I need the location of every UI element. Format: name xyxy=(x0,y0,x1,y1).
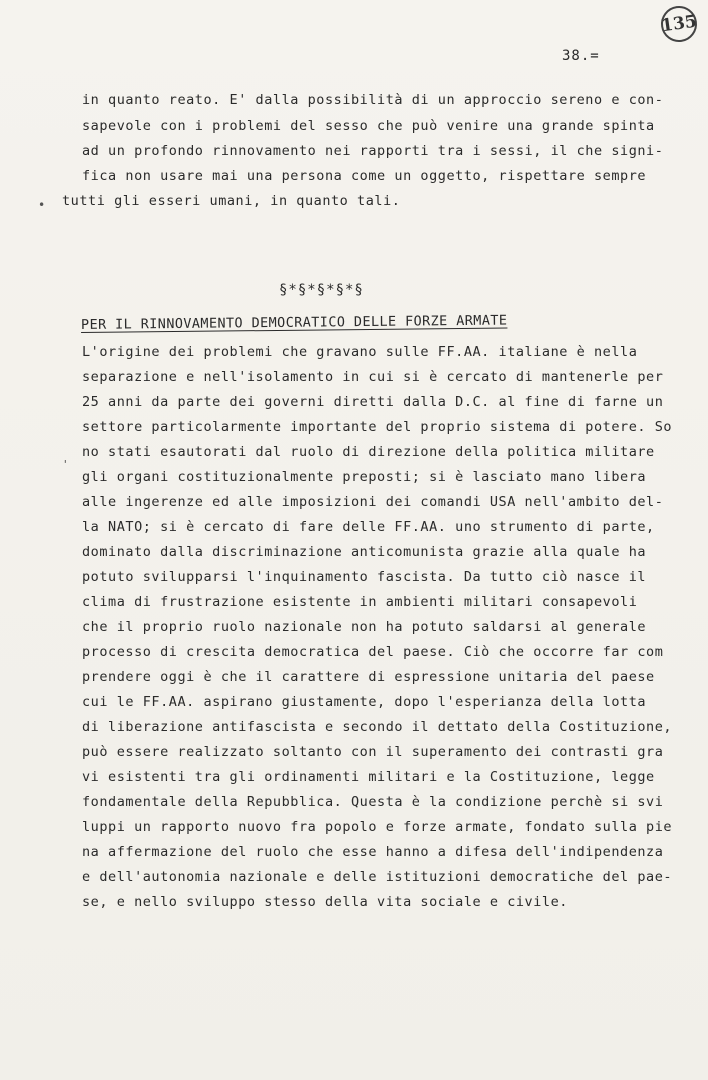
section-divider: §*§*§*§*§ xyxy=(279,282,364,298)
margin-tick: ' xyxy=(62,458,69,471)
body-line: dominato dalla discriminazione anticomunista grazie alla quale ha xyxy=(82,544,647,560)
body-line: processo di crescita democratica del paese. Ciò che occorre far com xyxy=(82,644,664,660)
body-line: settore particolarmente importante del proprio sistema di potere. So xyxy=(82,419,673,435)
body-line: fondamentale della Repubblica. Questa è la condizione perchè si svi xyxy=(82,794,664,810)
page-number: 38.= xyxy=(562,48,600,64)
body-line: potuto svilupparsi l'inquinamento fascista. Da tutto ciò nasce il xyxy=(82,569,647,585)
margin-dot: • xyxy=(38,198,46,212)
body-line: la NATO; si è cercato di fare delle FF.AA. uno strumento di parte, xyxy=(82,519,655,535)
section-heading: PER IL RINNOVAMENTO DEMOCRATICO DELLE FORZE ARMATE xyxy=(80,312,508,333)
body-line: na affermazione del ruolo che esse hanno a difesa dell'indipendenza xyxy=(82,844,664,860)
body-line: 25 anni da parte dei governi diretti dalla D.C. al fine di farne un xyxy=(82,394,664,410)
intro-line: tutti gli esseri umani, in quanto tali. xyxy=(62,193,401,209)
intro-line: in quanto reato. E' dalla possibilità di un approccio sereno e con- xyxy=(82,92,664,108)
body-line: clima di frustrazione esistente in ambienti militari consapevoli xyxy=(82,594,638,610)
body-line: gli organi costituzionalmente preposti; si è lasciato mano libera xyxy=(82,469,647,485)
body-line: può essere realizzato soltanto con il superamento dei contrasti gra xyxy=(82,744,664,760)
body-line: di liberazione antifascista e secondo il dettato della Costituzione, xyxy=(82,719,673,735)
body-line: prendere oggi è che il carattere di espressione unitaria del paese xyxy=(82,669,655,685)
body-line: no stati esautorati dal ruolo di direzione della politica militare xyxy=(82,444,655,460)
intro-line: ad un profondo rinnovamento nei rapporti tra i sessi, il che signi- xyxy=(82,143,664,159)
body-line: separazione e nell'isolamento in cui si è cercato di mantenerle per xyxy=(82,369,664,385)
body-line: che il proprio ruolo nazionale non ha potuto saldarsi al generale xyxy=(82,619,647,635)
intro-line: fica non usare mai una persona come un oggetto, rispettare sempre xyxy=(82,168,647,184)
body-line: luppi un rapporto nuovo fra popolo e forze armate, fondato sulla pie xyxy=(82,819,673,835)
body-line: L'origine dei problemi che gravano sulle FF.AA. italiane è nella xyxy=(82,344,638,360)
body-line: alle ingerenze ed alle imposizioni dei comandi USA nell'ambito del- xyxy=(82,494,664,510)
body-line: e dell'autonomia nazionale e delle istituzioni democratiche del pae- xyxy=(82,869,673,885)
body-line: vi esistenti tra gli ordinamenti militari e la Costituzione, legge xyxy=(82,769,655,785)
archive-stamp: 135 xyxy=(659,4,700,45)
body-line: se, e nello sviluppo stesso della vita sociale e civile. xyxy=(82,894,568,910)
body-line: cui le FF.AA. aspirano giustamente, dopo l'esperianza della lotta xyxy=(82,694,647,710)
intro-line: sapevole con i problemi del sesso che può venire una grande spinta xyxy=(82,118,655,134)
